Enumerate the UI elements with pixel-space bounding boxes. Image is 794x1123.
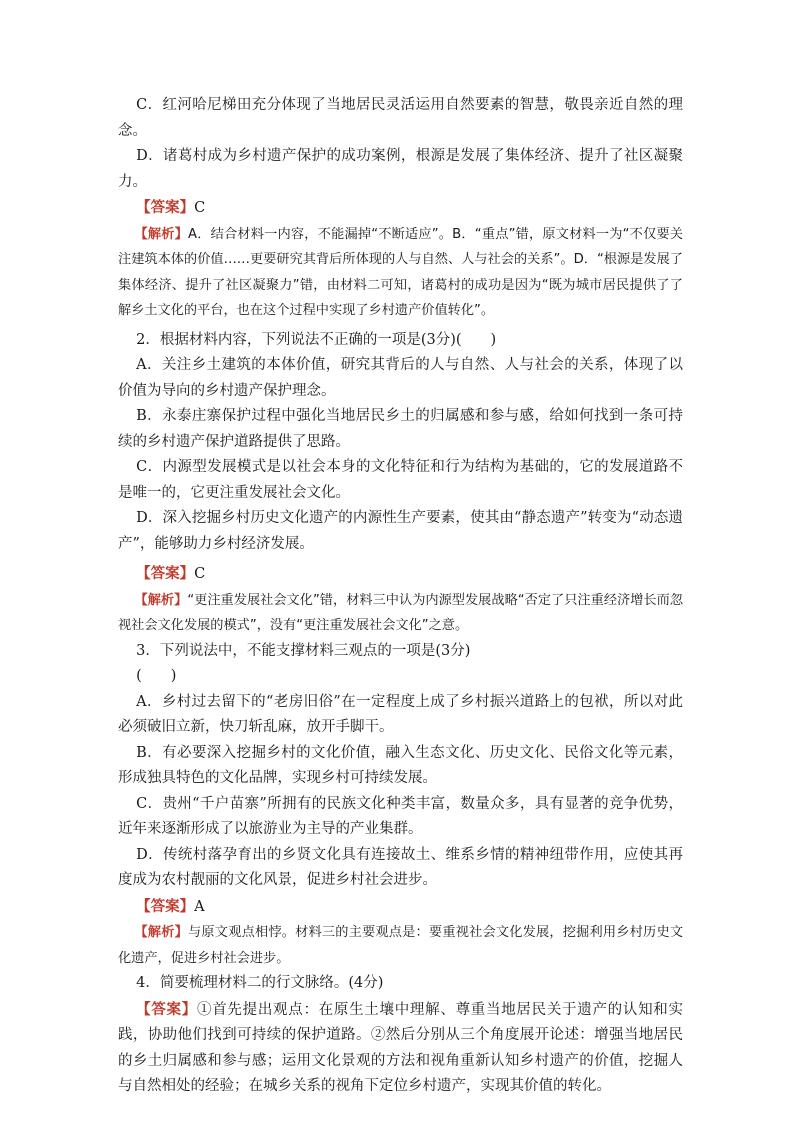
analysis-tag: 解析: [147, 592, 175, 608]
answer-tag: 答案: [151, 1000, 182, 1018]
q1-analysis: 【解析】A．结合材料一内容，不能漏掉“不断适应”。B．“重点”错，原文材料一为“不仅要关注建筑本体的价值……更要研究其背后所体现的人与自然、人与社会的关系”。D．“根源是发展了集体经济、提升了社区凝聚力”错，由材料二可知，诸葛村的成功是因为“既为城市居民提供了了解乡土文化的平台，也在这个过程中实现了乡村遗产价值转化”。: [118, 226, 684, 318]
q2-analysis: 【解析】“更注重发展社会文化”错，材料三中认为内源型发展战略“否定了只注重经济增长而忽视社会文化发展的模式”，没有“更注重发展社会文化”之意。: [118, 592, 684, 633]
q3-stem: 3．下列说法中，不能支撑材料三观点的一项是(3分): [136, 642, 471, 659]
q3-analysis-text: 与原文观点相悖。材料三的主要观点是：要重视社会文化发展，挖掘利用乡村历史文化遗产，促进乡村社会进步。: [118, 925, 684, 966]
analysis-tag: 解析: [147, 925, 175, 940]
q3-answer: 【答案】A: [136, 897, 205, 915]
answer-tag: 答案: [150, 897, 180, 915]
q2-answer-value: C: [194, 566, 206, 582]
q3-analysis: 【解析】与原文观点相悖。材料三的主要观点是：要重视社会文化发展，挖掘利用乡村历史文化遗产，促进乡村社会进步。: [118, 925, 684, 966]
q4-stem: 4．简要梳理材料二的行文脉络。(4分): [136, 975, 384, 991]
document-page: [118, 93, 683, 1100]
q3-option-b: B．有必要深入挖掘乡村的文化价值，融入生态文化、历史文化、民俗文化等元素，形成独具特色的文化品牌，实现乡村可持续发展。: [118, 744, 683, 786]
q4-answer-text: ①首先提出观点：在原生土壤中理解、尊重当地居民关于遗产的认知和实践，协助他们找到可持续的保护道路。②然后分别从三个角度展开论述：增强当地居民的乡土归属感和参与感；运用文化景观的方法和视角重新认知乡村遗产的价值，挖掘人与自然相处的经验；在城乡关系的视角下定位乡村遗产，实现其价值的转化。: [118, 1001, 684, 1094]
q2-option-d: D．深入挖掘乡村历史文化遗产的内源性生产要素，使其由“静态遗产”转变为“动态遗产”，能够助力乡村经济发展。: [118, 510, 683, 552]
answer-tag: 答案: [150, 565, 180, 582]
q2-answer: 【答案】C: [136, 565, 206, 582]
q1-answer: 【答案】C: [136, 199, 206, 216]
q2-option-b: B．永泰庄寨保护过程中强化当地居民乡土的归属感和参与感，给如何找到一条可持续的乡村遗产保护道路提供了思路。: [118, 408, 683, 450]
q2-option-c: C．内源型发展模式是以社会本身的文化特征和行为结构为基础的，它的发展道路不是唯一的，它更注重发展社会文化。: [118, 459, 683, 501]
q2-option-a: A．关注乡土建筑的本体价值，研究其背后的人与自然、人与社会的关系，体现了以价值为导向的乡村遗产保护理念。: [118, 357, 683, 399]
q1-answer-value: C: [194, 200, 206, 216]
q1-analysis-text: A．结合材料一内容，不能漏掉“不断适应”。B．“重点”错，原文材料一为“不仅要关注建筑本体的价值……更要研究其背后所体现的人与自然、人与社会的关系”。D．“根源是发展了集体经济、提升了社区凝聚力”错，由材料二可知，诸葛村的成功是因为“既为城市居民提供了了解乡土文化的平台，也在这个过程中实现了乡村遗产价值转化”。: [118, 226, 684, 318]
q3-option-d: D．传统村落孕育出的乡贤文化具有连接故土、维系乡情的精神纽带作用，应使其再度成为农村靓丽的文化风景，促进乡村社会进步。: [118, 846, 683, 888]
q2-analysis-text: “更注重发展社会文化”错，材料三中认为内源型发展战略“否定了只注重经济增长而忽视社会文化发展的模式”，没有“更注重发展社会文化”之意。: [118, 592, 684, 633]
analysis-tag: 解析: [147, 226, 175, 242]
q3-paren: ( ): [136, 668, 177, 684]
q4-answer: 【答案】①首先提出观点：在原生土壤中理解、尊重当地居民关于遗产的认知和实践，协助他们找到可持续的保护道路。②然后分别从三个角度展开论述：增强当地居民的乡土归属感和参与感；运用文化景观的方法和视角重新认知乡村遗产的价值，挖掘人与自然相处的经验；在城乡关系的视角下定位乡村遗产，实现其价值的转化。: [118, 1000, 684, 1094]
answer-tag: 答案: [150, 199, 180, 216]
q1-option-c: C．红河哈尼梯田充分体现了当地居民灵活运用自然要素的智慧，敬畏亲近自然的理念。: [118, 97, 683, 139]
q3-answer-value: A: [194, 898, 205, 915]
q3-option-c: C．贵州“千户苗寨”所拥有的民族文化种类丰富，数量众多，具有显著的竞争优势，近年来逐渐形成了以旅游业为主导的产业集群。: [118, 795, 683, 837]
q3-option-a: A．乡村过去留下的“老房旧俗”在一定程度上成了乡村振兴道路上的包袱，所以对此必须破旧立新，快刀斩乱麻，放开手脚干。: [118, 693, 683, 735]
q2-stem: 2．根据材料内容，下列说法不正确的一项是(3分)( ): [136, 331, 497, 348]
q1-option-d: D．诸葛村成为乡村遗产保护的成功案例，根源是发展了集体经济、提升了社区凝聚力。: [118, 148, 683, 190]
